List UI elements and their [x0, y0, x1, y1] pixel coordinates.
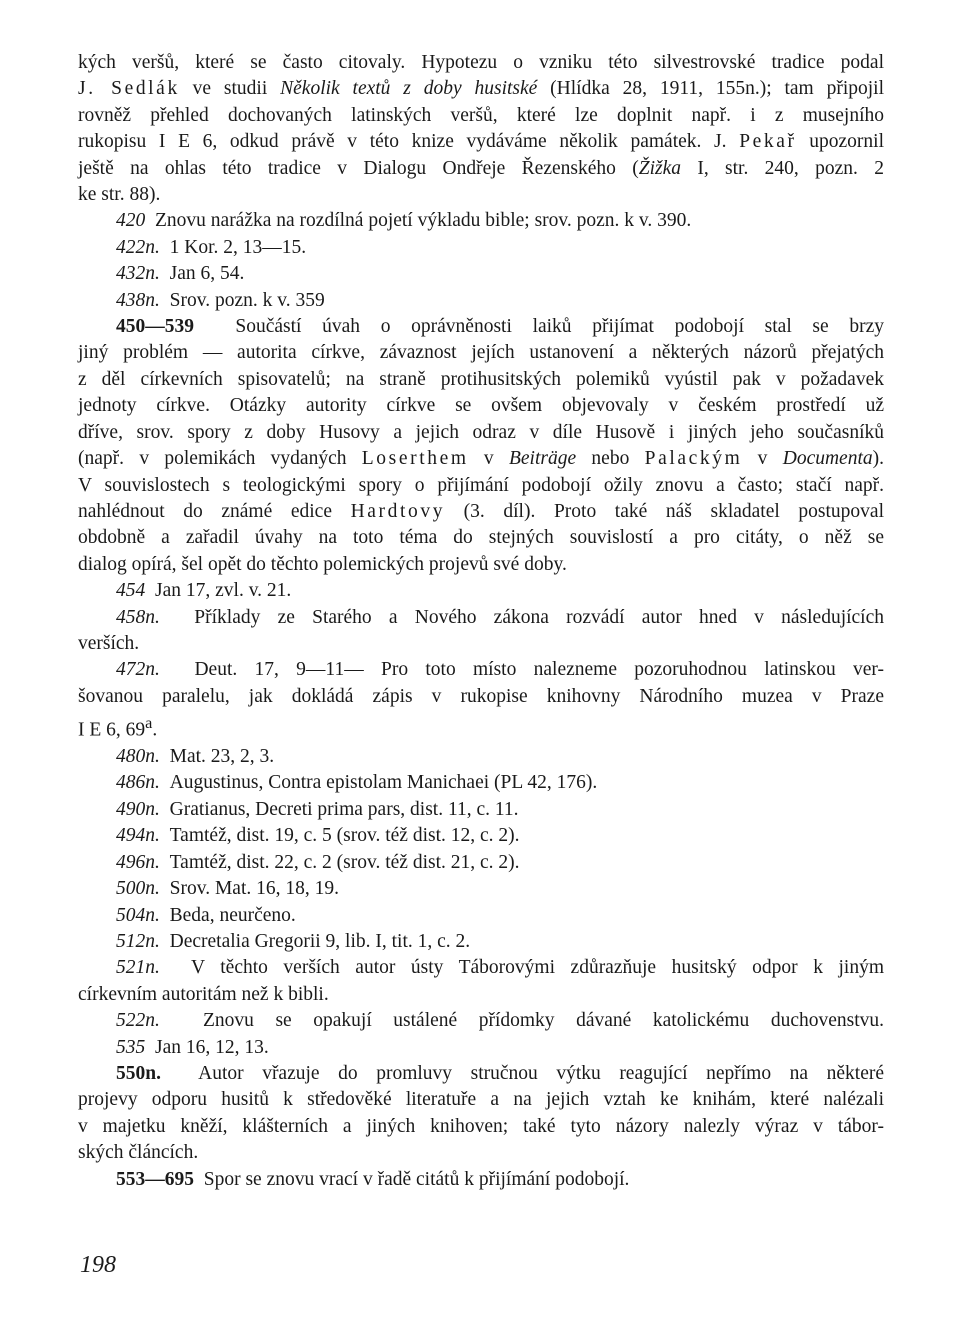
verse-ref: 432n. [116, 263, 160, 285]
note-550 [78, 1061, 884, 1167]
text-line: 454 Jan 17, zvl. v. 21. [116, 580, 292, 602]
text-line: 438n. Srov. pozn. k v. 359 [116, 289, 325, 311]
text-line: v majetku kněží, klášterních a jiných knihoven; také tyto názory nalezly výraz v tábor- [78, 1115, 884, 1137]
text-line: ke str. 88). [78, 184, 161, 206]
verse-ref: 438n. [116, 289, 160, 311]
text-line: 550n. Autor vřazuje do promluvy stručnou výtku reagující nepřímo na některé [116, 1062, 885, 1084]
work-title: Několik textů z doby husitské [280, 78, 538, 100]
text-line: J. Sedlák ve studii Několik textů z doby husitské (Hlídka 28, 1911, 155n.); tam připojil [78, 78, 884, 100]
verse-ref: 458n. [116, 606, 160, 628]
text-line: jednoty církve. Otázky autority církve se ovšem objevovaly v českém prostředí už [78, 395, 884, 417]
text-line: 458n. Příklady ze Starého a Nového zákona rozvádí autor hned v následujících [116, 606, 885, 628]
note-458 [78, 605, 884, 658]
text-line: rukopisu I E 6, odkud právě v této knize vydáváme několik památek. J. Pekař upozornil [78, 131, 884, 153]
text-line: 500n. Srov. Mat. 16, 18, 19. [116, 878, 339, 900]
text-line: (např. v polemikách vydaných Loserthem v Beiträge nebo Palackým v Documenta). [78, 448, 885, 470]
verse-ref: 512n. [116, 930, 160, 952]
note-422 [78, 235, 884, 261]
note-486 [78, 770, 884, 796]
note-521 [78, 955, 884, 1008]
text-line: 420 Znovu narážka na rozdílná pojetí výkladu bible; srov. pozn. k v. 390. [116, 210, 692, 232]
text-line: rovněž přehled dochovaných latinských veršů, které lze doplnit např. i z musejního [78, 104, 884, 126]
note-535 [78, 1035, 884, 1061]
page-text [78, 50, 884, 1193]
verse-ref: 494n. [116, 825, 160, 847]
text-line: 432n. Jan 6, 54. [116, 263, 245, 285]
text-line: 472n. Deut. 17, 9—11— Pro toto místo nalezneme pozoruhodnou latinskou ver- [116, 659, 884, 681]
text-line: 553—695 Spor se znovu vrací v řadě citátů k přijímání podobojí. [116, 1168, 630, 1190]
author-name: Palackým [644, 448, 743, 470]
text-line: 522n. Znovu se opakují ustálené přídomky dávané katolickému duchovenstvu. [116, 1010, 885, 1032]
author-name: Loserthem [361, 448, 469, 470]
text-line: 490n. Gratianus, Decreti prima pars, dist. 11, c. 11. [116, 798, 519, 820]
verse-ref: 522n. [116, 1010, 160, 1032]
verse-ref: 490n. [116, 798, 160, 820]
text-line: V souvislostech s teologickými spory o přijímání podobojí ožily znovu a často; stačí např. [78, 474, 884, 496]
text-line: projevy odporu husitů k středověké literatuře a na jejich vztah ke knihám, které nalézali [78, 1089, 884, 1111]
text-line: dříve, srov. spory z doby Husovy a jejich odraz v díle Husově i jiných jeho současníků [78, 421, 884, 443]
superscript: a [145, 714, 153, 733]
note-522 [78, 1008, 884, 1034]
text-line: 504n. Beda, neurčeno. [116, 904, 296, 926]
verse-ref: 480n. [116, 746, 160, 768]
verse-ref: 454 [116, 580, 146, 602]
page-number: 198 [80, 1252, 116, 1278]
work-title: Documenta [782, 448, 873, 470]
text-line: 450—539 Součástí úvah o oprávněnosti laiků přijímat podobojí stal se brzy [116, 316, 885, 338]
note-496 [78, 850, 884, 876]
note-553-695 [78, 1167, 884, 1193]
verse-ref: 472n. [116, 659, 160, 681]
note-504 [78, 903, 884, 929]
text-line: ských článcích. [78, 1142, 199, 1164]
verse-ref: 553—695 [116, 1168, 194, 1190]
text-line: jiný problém — autorita církve, závaznost jejích ustanovení a některých názorů přejatých [78, 342, 884, 364]
note-500 [78, 876, 884, 902]
verse-ref: 422n. [116, 236, 160, 258]
verse-ref: 535 [116, 1036, 146, 1058]
text-line: z děl církevních spisovatelů; na straně protihusitských polemiků vyústil pak v požadavek [78, 368, 884, 390]
note-438 [78, 288, 884, 314]
verse-ref: 521n. [116, 957, 160, 979]
author-name: Hardtovy [350, 500, 446, 522]
note-472 [78, 657, 884, 744]
verse-ref: 486n. [116, 772, 160, 794]
note-480 [78, 744, 884, 770]
text-line: církevním autoritám než k bibli. [78, 983, 329, 1005]
text-line: 535 Jan 16, 12, 13. [116, 1036, 269, 1058]
author-name: J. Sedlák [78, 78, 180, 100]
verse-ref: 450—539 [116, 316, 194, 338]
text-line: ještě na ohlas této tradice v Dialogu Ondřeje Řezenského (Žižka I, str. 240, pozn. 2 [78, 157, 884, 179]
verse-ref: 496n. [116, 851, 160, 873]
text-line: 486n. Augustinus, Contra epistolam Manichaei (PL 42, 176). [116, 772, 598, 794]
text-line: obdobně a zařadil úvahy na toto téma do stejných souvislostí a pro citáty, o něž se [78, 527, 884, 549]
text-line: 422n. 1 Kor. 2, 13—15. [116, 236, 307, 258]
text-line: 512n. Decretalia Gregorii 9, lib. I, tit. 1, c. 2. [116, 930, 471, 952]
text-line: 496n. Tamtéž, dist. 22, c. 2 (srov. též dist. 21, c. 2). [116, 851, 520, 873]
text-line: dialog opírá, šel opět do těchto polemických projevů své doby. [78, 553, 567, 575]
text-line: 480n. Mat. 23, 2, 3. [116, 746, 275, 768]
text-line: I E 6, 69$^a$. [78, 714, 158, 741]
text-line: nahlédnout do známé edice Hardtovy (3. díl). Proto také náš skladatel postupoval [78, 500, 884, 522]
note-420 [78, 208, 884, 234]
verse-ref: 420 [116, 210, 146, 232]
work-title: Žižka [638, 157, 681, 179]
note-494 [78, 823, 884, 849]
text-line: verších. [78, 632, 140, 654]
verse-ref: 550n. [116, 1062, 161, 1084]
note-432 [78, 261, 884, 287]
note-512 [78, 929, 884, 955]
text-line: 521n. V těchto verších autor ústy Táborovými zdůrazňuje husitský odpor k jiným [116, 957, 885, 979]
text-line: šovanou paralelu, jak dokládá zápis v rukopise knihovny Národního muzea v Praze [78, 685, 884, 707]
intro-paragraph [78, 50, 884, 208]
note-450-539 [78, 314, 884, 578]
text-line: 494n. Tamtéž, dist. 19, c. 5 (srov. též dist. 12, c. 2). [116, 825, 520, 847]
text-line: kých veršů, které se často citovaly. Hypotezu o vzniku této silvestrovské tradice podal [78, 52, 884, 73]
note-454 [78, 578, 884, 604]
verse-ref: 504n. [116, 904, 160, 926]
verse-ref: 500n. [116, 878, 160, 900]
work-title: Beiträge [508, 448, 577, 470]
author-name: Pekař [739, 131, 797, 153]
note-490 [78, 797, 884, 823]
